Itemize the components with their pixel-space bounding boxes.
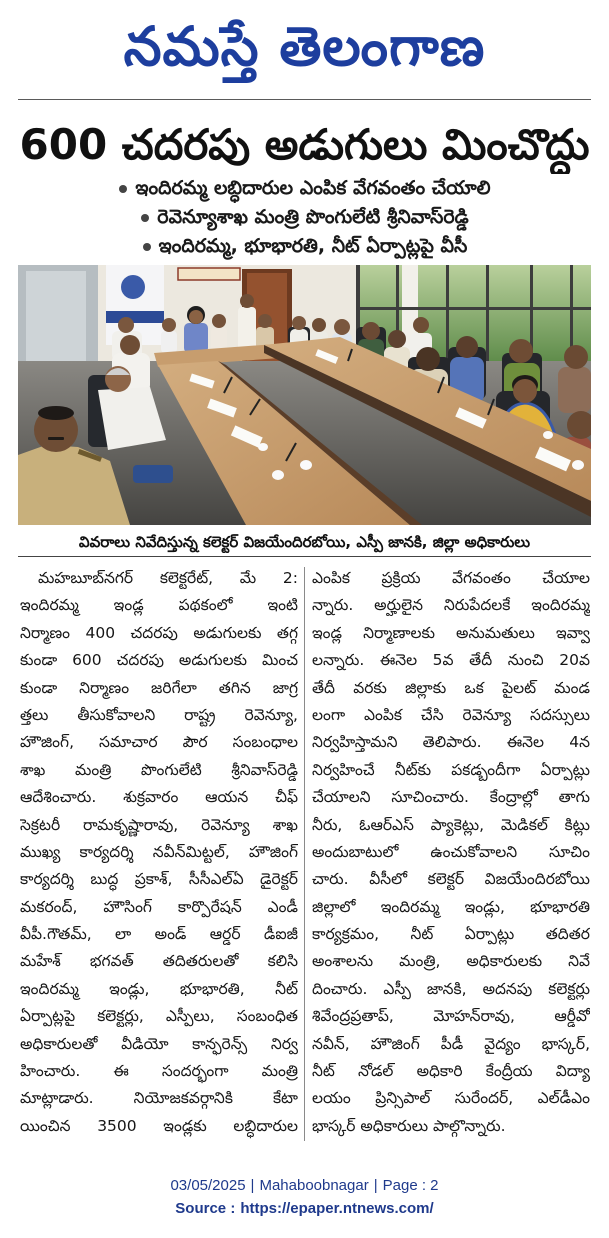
body-line: మహేశ్ భగవత్ తదితరులతో కలిసి — [20, 952, 298, 971]
body-line: కార్యదర్శి బుద్ధ ప్రకాశ్, సీసీఎల్ఏ డైరెక్టర్ — [20, 870, 298, 889]
bullet-icon — [141, 214, 149, 222]
body-line: కుండా నిర్మాణం జరిగేలా తగిన జాగ్ర — [20, 678, 298, 697]
body-line: ఇందిరమ్మ ఇండ్లు, భూభారతి, నీట్ — [20, 979, 298, 998]
cup — [258, 443, 268, 451]
body-line: శివేంద్రప్రతాప్, మోహన్‌రావు, ఆర్డీవో — [312, 1007, 590, 1026]
body-line: త్తలు తీసుకోవాలని రాష్ట్ర రెవెన్యూ, — [20, 705, 298, 724]
photo-caption: వివరాలు నివేదిస్తున్న కలెక్టర్ విజయేందిరబోయి, ఎస్పీ జానకి, జిల్లా అధికారులు — [78, 533, 531, 551]
left-window — [26, 271, 86, 363]
page-number: Page : 2 — [382, 1177, 439, 1194]
person — [161, 318, 177, 353]
body-line: హౌజింగ్, సమాచార పౌర సంబంధాల — [20, 733, 298, 752]
edition-info — [0, 1175, 609, 1197]
masthead-title: నమస్తే తెలంగాణ — [123, 15, 486, 78]
person — [211, 314, 227, 351]
dateline: మహబూబ్‌నగర్ కలెక్టరేట్, మే 2: — [38, 569, 298, 587]
body-line: నవీన్, హౌజింగ్ పీడీ వైద్యం భాస్కర్, — [312, 1034, 590, 1053]
body-line: నిర్వహించే నీట్‌కు పకడ్బందీగా ఏర్పాట్లు — [312, 760, 590, 779]
body-line: హించారు. ఈ సందర్భంగా మంత్రి — [20, 1062, 298, 1081]
highlight-item — [40, 232, 570, 261]
body-line: నీట్ నోడల్ అధికారి కేంద్రీయ విద్యా — [312, 1062, 590, 1081]
body-line: లంగా ఎంపిక చేసి రెవెన్యూ సదస్సులు — [312, 705, 590, 724]
sign-board — [178, 268, 240, 280]
body-line: యించిన 3500 ఇండ్లకు లబ్ధిదారుల — [20, 1116, 298, 1135]
body-line: న్నారు. అర్హులైన నిరుపేదలకే ఇందిరమ్మ — [312, 596, 590, 615]
cup — [572, 460, 584, 470]
cup — [272, 470, 284, 480]
body-line: సెక్రటరీ రామకృష్ణారావు, రెవెన్యూ శాఖ — [20, 815, 298, 834]
highlight-text: ఇందిరమ్మ, భూభారతి, నీట్ ఏర్పాట్లపై వీసీ — [158, 235, 468, 257]
separator: | — [373, 1177, 378, 1194]
body-line: ఇండ్ల నిర్మాణాలకు అనుమతులు ఇవ్వా — [312, 623, 590, 642]
source-info — [0, 1198, 609, 1220]
highlight-text: ఇందిరమ్మ లబ్ధిదారుల ఎంపిక వేగవంతం చేయాలి — [135, 177, 491, 199]
body-line: కార్యక్రమం, నీట్ ఏర్పాట్లు తదితర — [312, 925, 590, 944]
column-divider — [304, 567, 305, 1141]
edition-date: 03/05/2025 — [170, 1177, 246, 1194]
body-line: ఎంపిక ప్రక్రియ వేగవంతం చేయాల — [312, 569, 590, 587]
article-highlights — [40, 174, 570, 261]
body-column-left — [20, 565, 298, 1140]
body-line: నిర్వహిస్తామని తెలిపారు. ఈనెల 4న — [312, 733, 590, 752]
body-line: ముఖ్య కార్యదర్శి నవీన్‌మిట్టల్, హౌజింగ్ — [20, 842, 298, 861]
body-line: కుండా 600 చదరపు అడుగులకు మించ — [20, 651, 298, 670]
banner-band — [106, 311, 164, 323]
highlight-item — [40, 203, 570, 232]
body-line: లన్నారు. ఈనెల 5వ తేదీ నుంచి 20వ — [312, 651, 590, 670]
body-line: ఇందిరమ్మ ఇండ్ల పథకంలో ఇంటి — [20, 596, 298, 615]
body-line: ఆదేశించారు. శుక్రవారం ఆయన చీఫ్ — [20, 788, 298, 807]
body-line: లయం ప్రిన్సిపాల్ సురేందర్, ఎల్‌డీఎం — [312, 1089, 590, 1108]
window-frame — [356, 307, 591, 310]
body-line: మాట్లాడారు. నియోజకవర్గానికి కేటా — [20, 1089, 298, 1108]
highlight-text: రెవెన్యూశాఖ మంత్రి పొంగులేటి శ్రీనివాస్‌రెడ్డి — [157, 206, 469, 228]
body-line: భాస్కర్ అధికారులు పాల్గొన్నారు. — [312, 1116, 506, 1135]
person — [238, 294, 256, 351]
article-headline: 600 చదరపు అడుగులు మించొద్దు — [19, 120, 590, 169]
body-line: మకరంద్, హౌసింగ్ కార్పొరేషన్ ఎండీ — [20, 897, 298, 916]
body-line: జిల్లాలో ఇందిరమ్మ ఇండ్లు, భూభారతి — [312, 897, 590, 916]
body-line: అందుబాటులో ఉంచుకోవాలని సూచిం — [312, 842, 590, 861]
body-column-right — [312, 565, 590, 1140]
cup — [543, 431, 553, 439]
body-line: చారు. వీసీలో కలెక్టర్ విజయేందిరబోయి — [312, 870, 590, 889]
body-line: తేదీ వరకు జిల్లాకు ఒక పైలట్ మండ — [312, 678, 590, 697]
bullet-icon — [119, 185, 127, 193]
news-photo — [18, 265, 591, 525]
edition-name: Mahaboobnagar — [259, 1177, 369, 1194]
cup — [300, 460, 312, 470]
body-line: చేయాలని సూచించారు. కేంద్రాల్లో తాగు — [312, 788, 590, 807]
source-label: Source : — [175, 1200, 236, 1217]
body-line: వీపీ.గౌతమ్, లా అండ్ ఆర్డర్ డీఐజీ — [20, 925, 298, 944]
source-url: https://epaper.ntnews.com/ — [240, 1200, 434, 1217]
banner-emblem — [121, 275, 145, 299]
body-line: శాఖ మంత్రి పొంగులేటి శ్రీనివాస్‌రెడ్డి — [20, 760, 298, 779]
body-line: అధికారులతో వీడియో కాన్ఫరెన్స్ నిర్వ — [20, 1034, 298, 1053]
caption-divider — [18, 556, 591, 557]
body-line: దించారు. ఎస్పీ జానకి, అదనపు కలెక్టర్లు — [312, 979, 590, 998]
body-line: నీరు, ఓఆర్ఎస్ ప్యాకెట్లు, మెడికల్ కిట్లు — [312, 815, 590, 834]
masthead-divider — [18, 99, 591, 100]
body-line: అంశాలను మంత్రి, అధికారులకు నివే — [312, 952, 590, 971]
window-frame — [486, 265, 489, 365]
highlight-item — [40, 174, 570, 203]
body-line: ఏర్పాట్లపై కలెక్టర్లు, ఎస్పీలు, సంబంధిత — [20, 1007, 298, 1026]
person — [184, 306, 208, 353]
body-line: నిర్మాణం 400 చదరపు అడుగులకు తగ్గ — [20, 623, 298, 642]
bullet-icon — [143, 243, 151, 251]
chair — [133, 465, 173, 483]
window-frame — [446, 265, 449, 365]
separator: | — [250, 1177, 255, 1194]
